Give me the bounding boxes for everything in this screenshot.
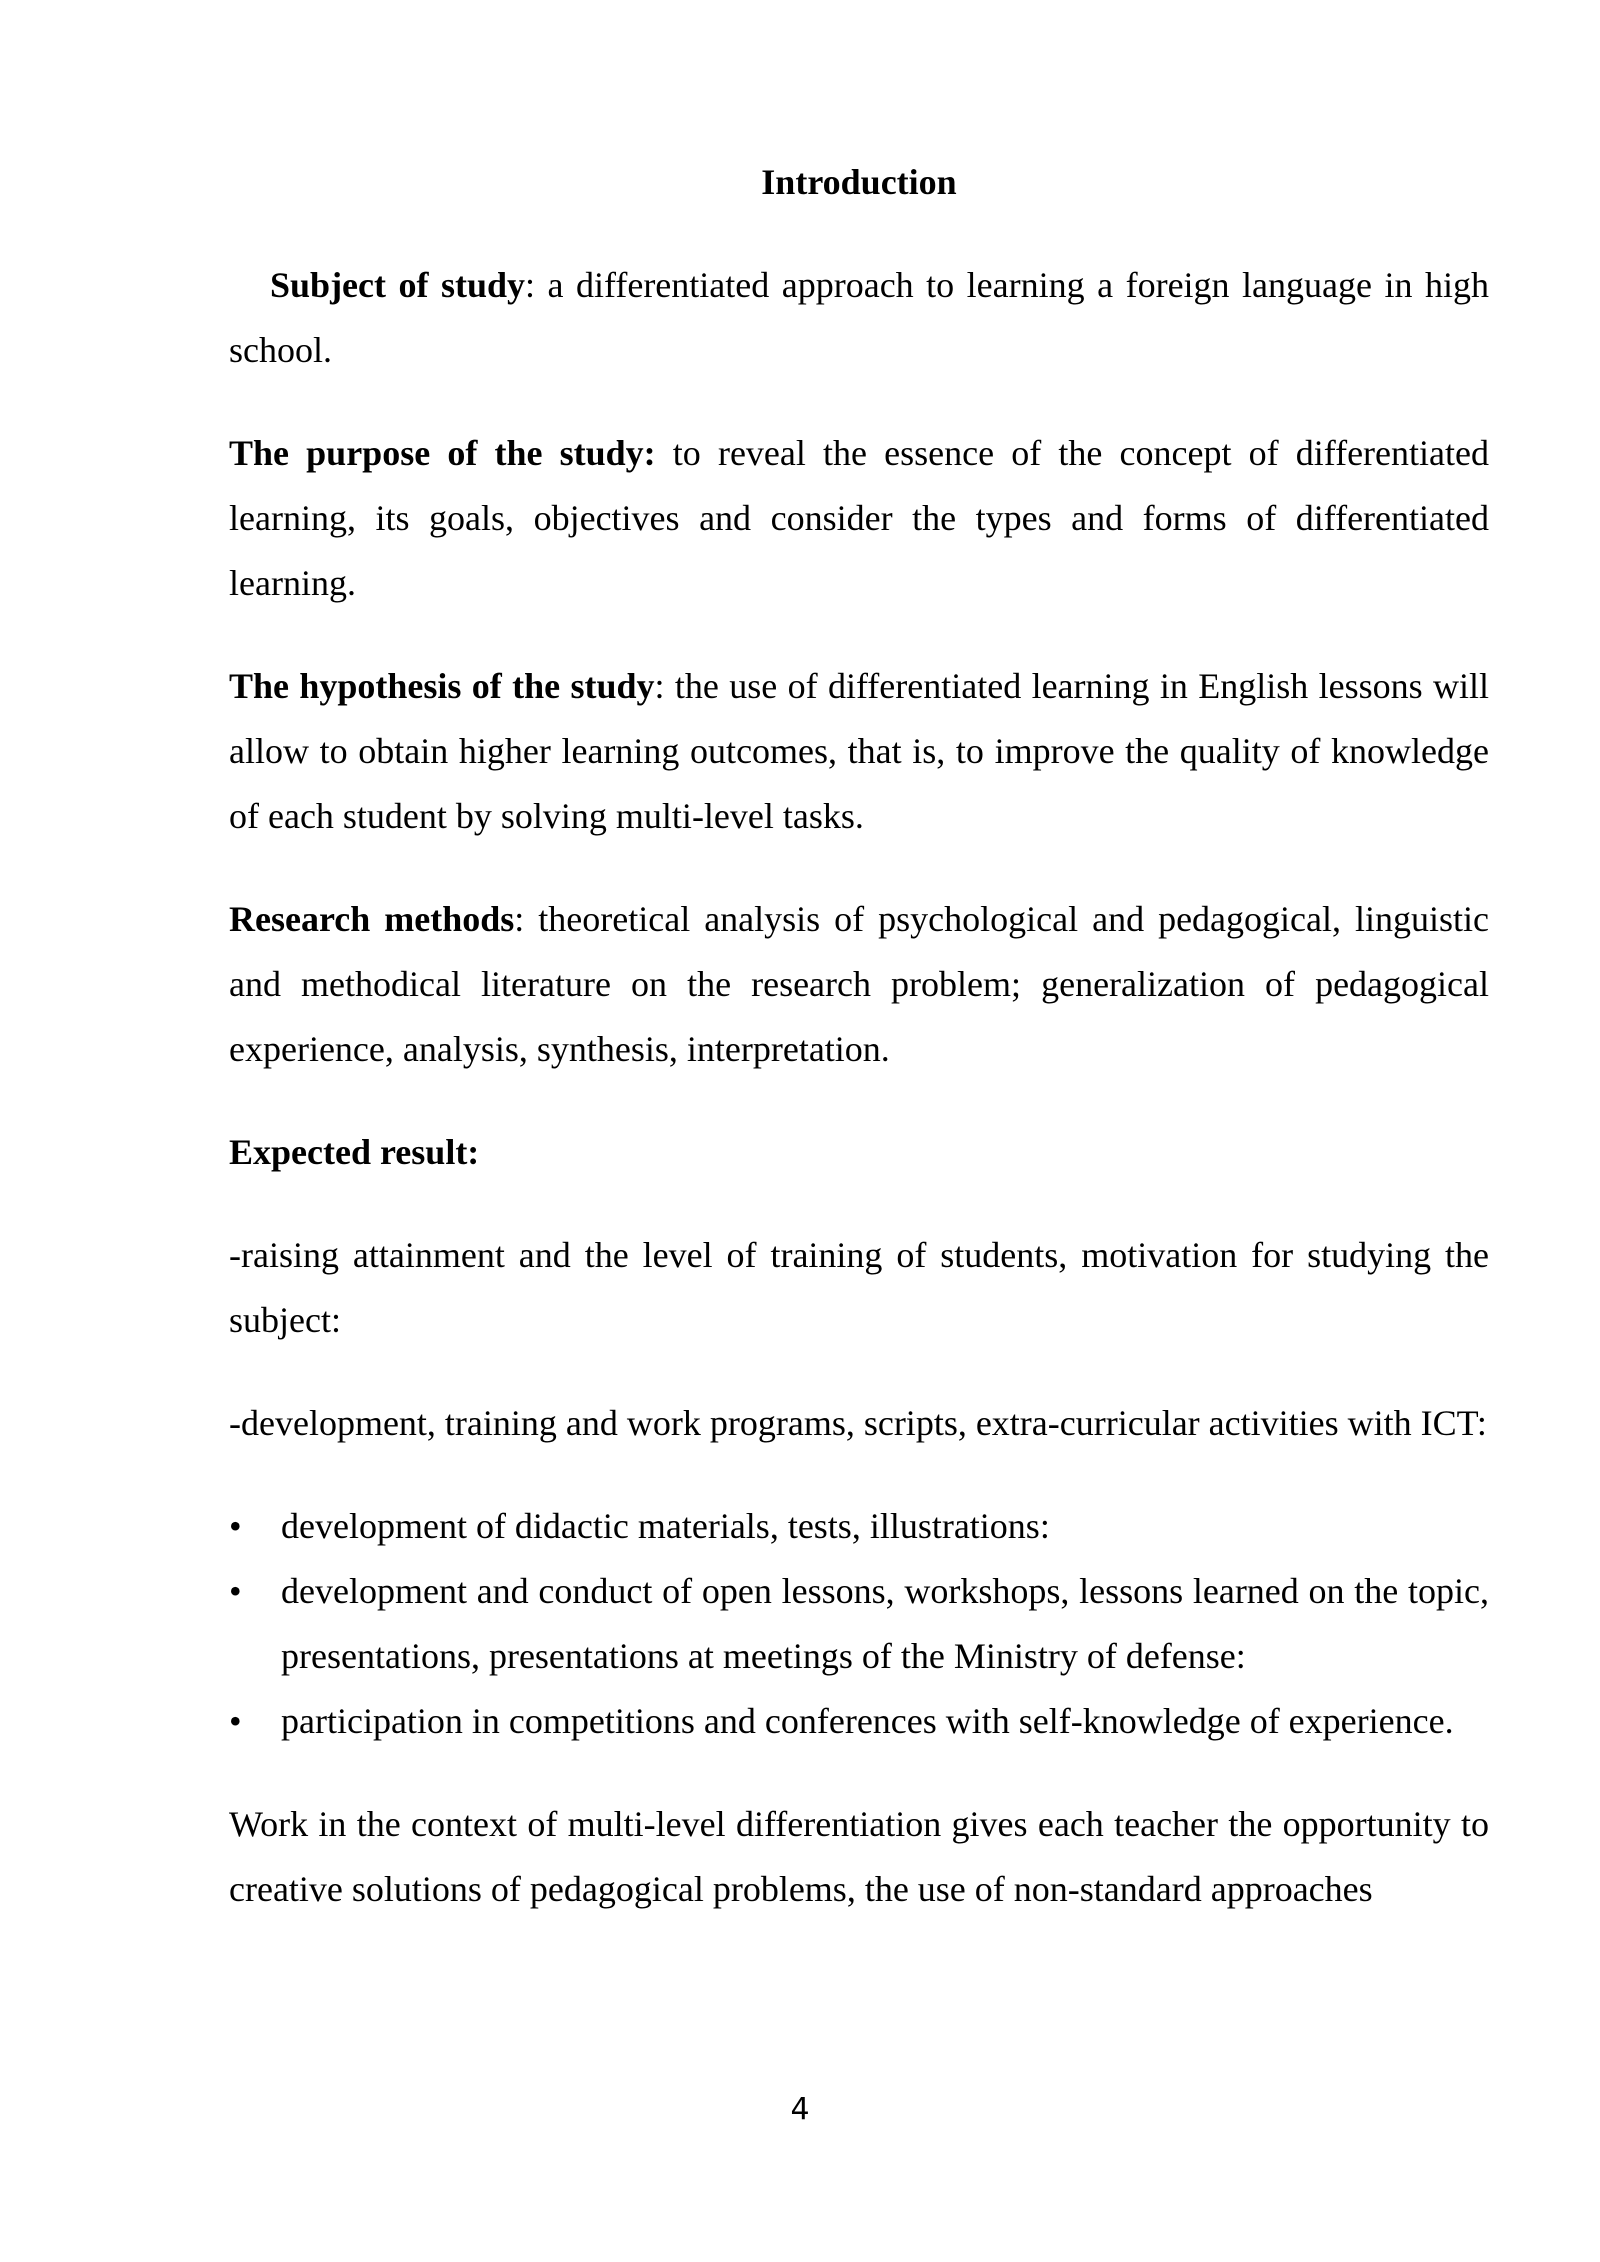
bullet-icon: • xyxy=(229,1571,242,1611)
list-item xyxy=(229,1559,1489,1689)
expected-result-label: Expected result: xyxy=(229,1132,480,1172)
methods-paragraph xyxy=(229,887,1489,1082)
bullet-icon: • xyxy=(229,1701,242,1741)
purpose-label: The purpose of the study: xyxy=(229,433,656,473)
list-item xyxy=(229,1689,1489,1754)
subject-paragraph xyxy=(229,253,1489,383)
page-title: Introduction xyxy=(761,162,957,202)
development-paragraph: -development, training and work programs, scripts, extra-curricular activities with ICT: xyxy=(229,1403,1487,1443)
list-item-text: participation in competitions and conferences with self-knowledge of experience. xyxy=(281,1701,1454,1741)
expected-result-heading xyxy=(229,1120,1489,1185)
methods-text: : theoretical analysis of psychological and pedagogical, linguistic and methodical literature on the research problem; generalization of pedagogical experience, analysis, synthesis, interpretation. xyxy=(229,899,1489,1069)
raising-paragraph: -raising attainment and the level of training of students, motivation for studying the subject: xyxy=(229,1235,1489,1340)
bullet-icon: • xyxy=(229,1506,242,1546)
subject-label: Subject of study xyxy=(270,265,526,305)
expected-results-list xyxy=(229,1494,1489,1754)
hypothesis-text: : the use of differentiated learning in English lessons will allow to obtain higher learning outcomes, that is, to improve the quality of knowledge of each student by solving multi-level tasks. xyxy=(229,666,1489,836)
list-item-text: development and conduct of open lessons, workshops, lessons learned on the topic, presentations, presentations at meetings of the Ministry of defense: xyxy=(281,1571,1489,1676)
hypothesis-label: The hypothesis of the study xyxy=(229,666,655,706)
methods-label: Research methods xyxy=(229,899,515,939)
page-number: 4 xyxy=(790,2092,810,2127)
subject-text: : a differentiated approach to learning a foreign language in high school. xyxy=(229,265,1489,370)
closing-paragraph: Work in the context of multi-level differentiation gives each teacher the opportunity to creative solutions of pedagogical problems, the use of non-standard approaches xyxy=(229,1804,1489,1909)
list-item xyxy=(229,1494,1489,1559)
document-page xyxy=(229,150,1489,1960)
list-item-text: development of didactic materials, tests, illustrations: xyxy=(281,1506,1050,1546)
hypothesis-paragraph xyxy=(229,654,1489,849)
purpose-text: to reveal the essence of the concept of differentiated learning, its goals, objectives and consider the types and forms of differentiated learning. xyxy=(229,433,1489,603)
purpose-paragraph xyxy=(229,421,1489,616)
